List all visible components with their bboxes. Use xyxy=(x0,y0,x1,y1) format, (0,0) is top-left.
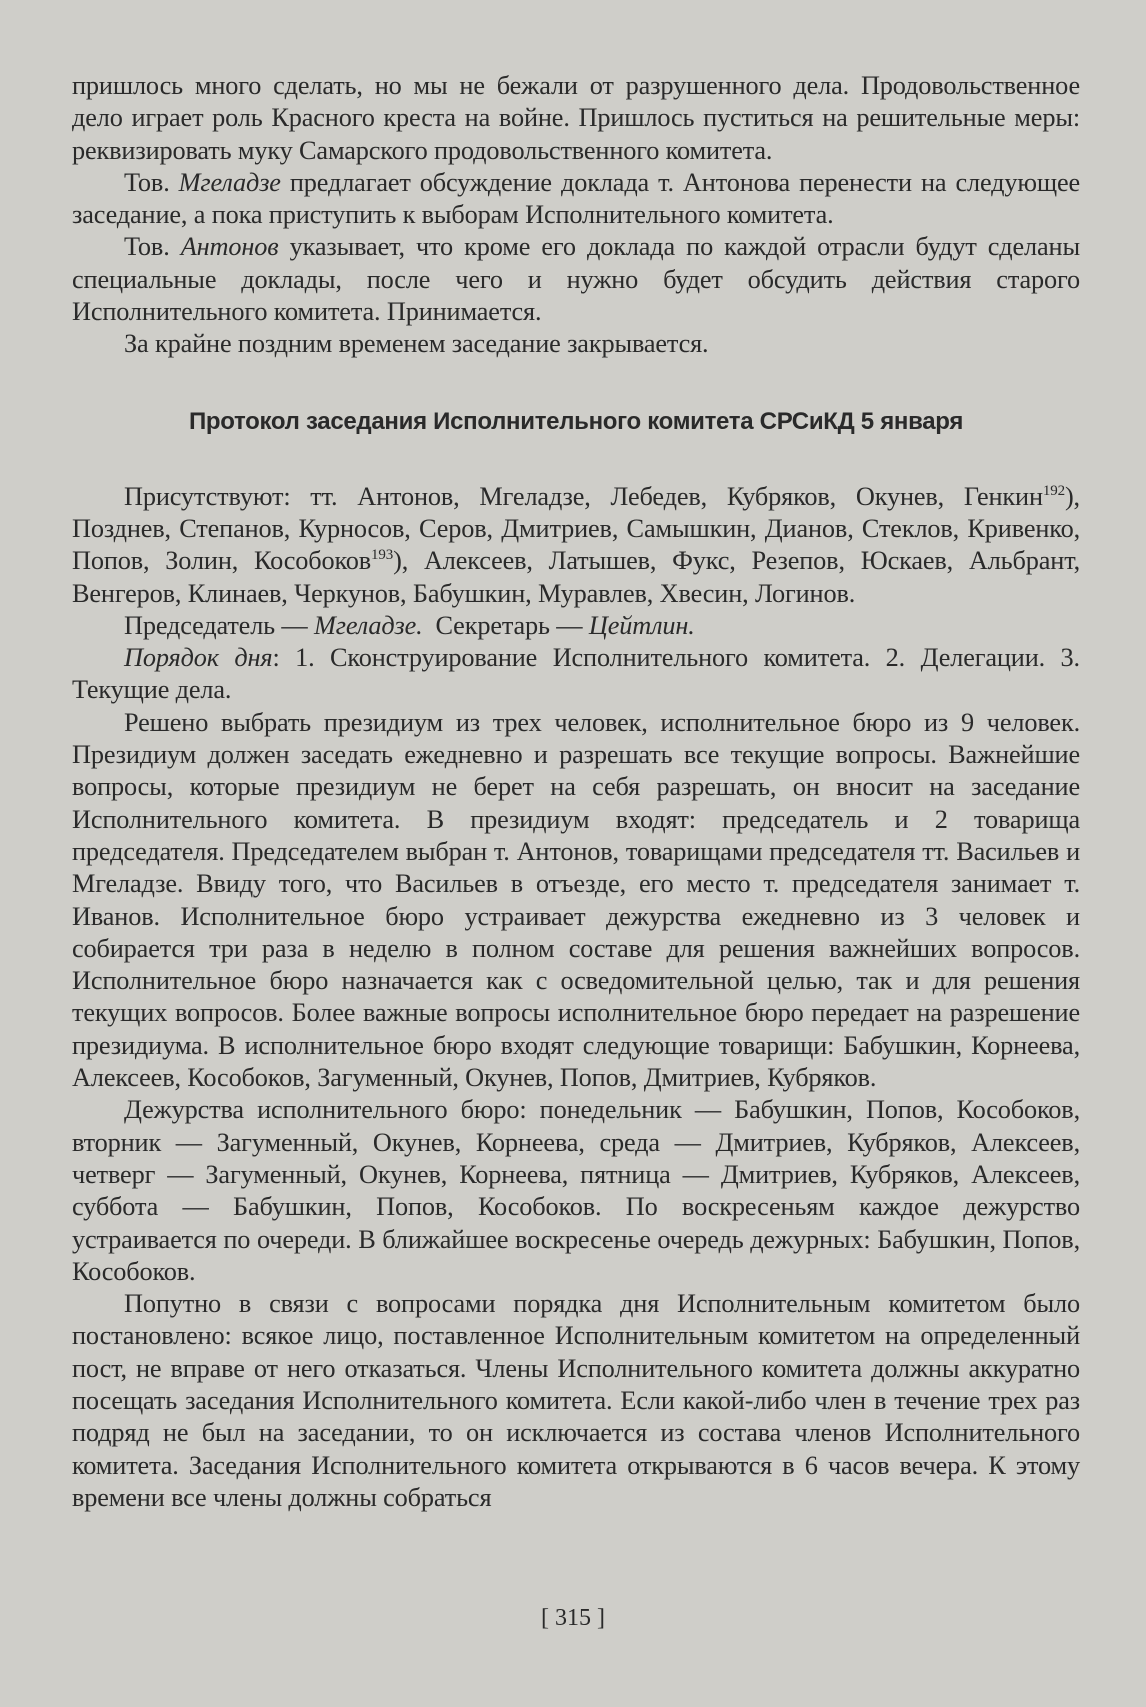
prefix: Тов. xyxy=(124,167,170,197)
prefix: Тов. xyxy=(124,232,170,262)
intro-paragraph-4: За крайне поздним временем заседание закрывается. xyxy=(124,329,709,359)
body-paragraph-1: Решено выбрать президиум из трех человек, исполнительное бюро из 9 человек. Президиум должен заседать ежедневно и разрешать все текущие вопросы. Важнейшие вопросы, которые президиум не берет на себя разрешать, он вносит на заседание Исполнительного комитета. В президиум входят: председатель и 2 товарища председателя. Председателем выбран т. Антонов, товарищами председателя тт. Васильев и Мгеладзе. Ввиду того, что Васильев в отъезде, его место т. председателя занимает т. Иванов. Исполнительное бюро устраивает дежурства ежедневно из 3 человек и собирается три раза в неделю в полном составе для решения важнейших вопросов. Исполнительное бюро назначается как с осведомительной целью, так и для решения текущих вопросов. Более важные вопросы исполнительное бюро передает на разрешение президиума. В исполнительное бюро входят следующие товарищи: Бабушкин, Корнеева, Алексеев, Кособоков, Загуменный, Окунев, Попов, Дмитриев, Кубряков. xyxy=(72,707,1080,1093)
chair-name: Мгеладзе. xyxy=(314,610,423,640)
page-number: [ 315 ] xyxy=(541,1605,605,1631)
body-paragraph-2: Дежурства исполнительного бюро: понедельник — Бабушкин, Попов, Кособоков, вторник — Загуменный, Окунев, Корнеева, среда — Дмитриев, Кубряков, Алексеев, четверг — Загуменный, Окунев, Корнеева, пятница — Дмитриев, Кубряков, Алексеев, суббота — Бабушкин, Попов, Кособоков. По воскресеньям каждое дежурство устраивается по очереди. В ближайшее воскресенье очередь дежурных: Бабушкин, Попов, Кособоков. xyxy=(72,1095,1080,1286)
chair-label: Председатель — xyxy=(124,610,308,640)
speaker-name: Мгеладзе xyxy=(178,167,281,197)
section-heading: Протокол заседания Исполнительного комитета СРСиКД 5 января xyxy=(188,407,964,435)
attendees-text-1: Присутствуют: тт. Антонов, Мгеладзе, Лебедев, Кубряков, Окунев, Генкин xyxy=(124,481,1043,511)
speaker-name: Антонов xyxy=(180,232,279,262)
paragraph-text: указывает, что кроме его доклада по каждой отрасли будут сделаны специальные доклады, после чего и нужно будет обсудить действия старого Исполнительного комитета. Принимается. xyxy=(72,232,1080,327)
body-paragraph-3: Попутно в связи с вопросами порядка дня Исполнительным комитетом было постановлено: всякое лицо, поставленное Исполнительным комитетом на определенный пост, не вправе от него отказаться. Члены Исполнительного комитета должны аккуратно посещать заседания Исполнительного комитета. Если какой-либо член в течение трех раз подряд не был на заседании, то он исключается из состава членов Исполнительного комитета. Заседания Исполнительного комитета открываются в 6 часов вечера. К этому времени все члены должны собраться xyxy=(72,1289,1080,1512)
footnote-ref-192[interactable]: 192 xyxy=(1042,482,1065,499)
secretary-name: Цейтлин. xyxy=(588,610,695,640)
footnote-ref-193[interactable]: 193 xyxy=(371,547,394,564)
attendees-text-2: ), Позднев, Степанов, Курносов, Серов, Дмитриев, Самышкин, Дианов, Стеклов, Кривенко, Попов, Золин, Кособоков xyxy=(72,481,1080,576)
intro-paragraph-2 xyxy=(72,167,1080,232)
agenda-paragraph xyxy=(72,642,1080,707)
attendees-text-3: ), Алексеев, Латышев, Фукс, Резепов, Юскаев, Альбрант, Венгеров, Клинаев, Черкунов, Бабушкин, Муравлев, Хвесин, Логинов. xyxy=(72,546,1080,608)
agenda-text: : 1. Сконструирование Исполнительного комитета. 2. Делегации. 3. Текущие дела. xyxy=(72,643,1080,705)
secretary-label: Секретарь — xyxy=(435,610,583,640)
chair-secretary-line xyxy=(72,610,1080,642)
attendees-paragraph xyxy=(72,481,1080,610)
agenda-label: Порядок дня xyxy=(124,643,273,673)
intro-paragraph-1: пришлось много сделать, но мы не бежали от разрушенного дела. Продовольственное дело играет роль Красного креста на войне. Пришлось пуститься на решительные меры: реквизировать муку Самарского продовольственного комитета. xyxy=(72,71,1080,165)
intro-paragraph-3 xyxy=(72,231,1080,328)
paragraph-text: предлагает обсуждение доклада т. Антонова перенести на следующее заседание, а пока приступить к выборам Исполнительного комитета. xyxy=(72,167,1080,230)
